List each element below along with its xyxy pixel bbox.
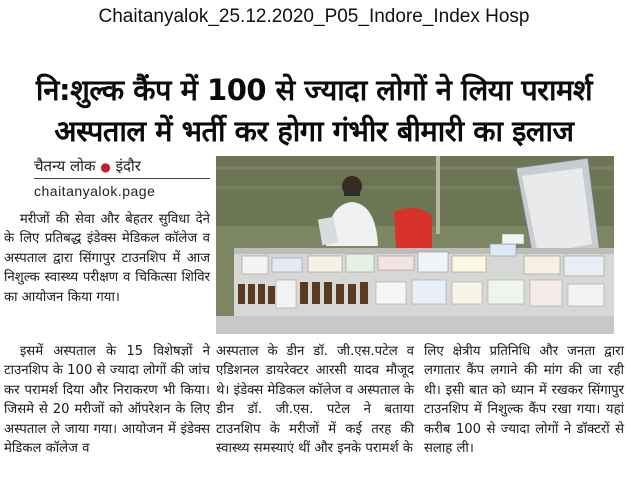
- masthead-title: [34, 156, 210, 176]
- article-column-3: [424, 342, 624, 458]
- headline-line-2: अस्पताल में भर्ती कर होगा गंभीर बीमारी का इलाज: [54, 114, 574, 148]
- health-camp-photo: [216, 156, 614, 334]
- masthead-url: chaitanyalok.page: [34, 183, 156, 199]
- masthead-dot-icon: ●: [100, 160, 111, 174]
- article-paragraph-2: इसमें अस्पताल के 15 विशेषज्ञों ने टाउनशिप के 100 से ज्यादा लोगों की जांच कर परामर्श दिया और निराकरण भी किया। जिसमे से 20 मरीजों को ऑपरेशन के लिए अस्पताल ले जाया गया। आयोजन में इंडेक्स मेडिकल कॉलेज व: [4, 344, 210, 457]
- file-caption: Chaitanyalok_25.12.2020_P05_Indore_Index Hosp: [98, 6, 530, 27]
- masthead: [34, 156, 210, 199]
- headline-line-1: नि:शुल्क कैंप में 100 से ज्यादा लोगों ने लिया परामर्श: [35, 73, 593, 107]
- news-photo: [216, 156, 614, 334]
- masthead-rule: [34, 178, 210, 179]
- article-column-1-top: [4, 210, 210, 307]
- article-column-1-bottom: [4, 342, 210, 458]
- masthead-city: इंदौर: [115, 157, 141, 175]
- article-paragraph-4: लिए क्षेत्रीय प्रतिनिधि और जनता द्वारा लगातार कैंप लगाने की मांग की जा रही थी। इसी बात को ध्यान में रखकर सिंगापुर टाउनशिप में निशुल्क कैंप रखा गया। यहां करीब 100 से ज्यादा लोगों ने डॉक्टरों से सलाह ली।: [424, 344, 624, 457]
- masthead-name: चैतन्य लोक: [34, 157, 96, 175]
- article-paragraph-1: मरीजों की सेवा और बेहतर सुविधा देने के लिए प्रतिबद्ध इंडेक्स मेडिकल कॉलेज व अस्पताल द्वारा सिंगापुर टाउनशिप में आज निशुल्क स्वास्थ्य परीक्षण व चिकित्सा शिविर का आयोजन किया गया।: [4, 212, 210, 305]
- article-paragraph-3: अस्पताल के डीन डॉ. जी.एस.पटेल व एडिशनल डायरेक्टर आरसी यादव मौजूद थे। इंडेक्स मेडिकल कॉलेज व अस्पताल के डीन डॉ. जी.एस. पटेल ने बताया टाउनशिप के मरीजों में कई तरह की स्वास्थ्य समस्याएं थीं और इनके परामर्श के: [216, 344, 414, 457]
- article-column-2: [216, 342, 414, 458]
